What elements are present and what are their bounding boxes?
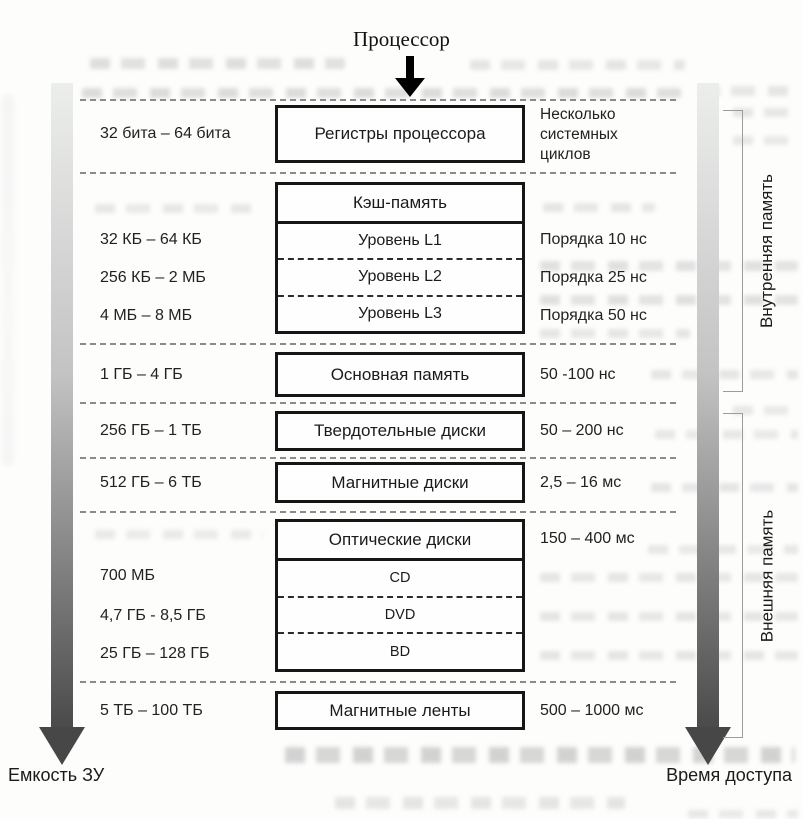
- dashed-separator: [80, 681, 676, 683]
- processor-title: Процессор: [353, 27, 450, 51]
- memory-box-ssd: Твердотельные диски: [275, 411, 525, 451]
- time-label-main-memory: 50 -100 нс: [540, 365, 616, 383]
- time-label-ssd: 50 – 200 нс: [540, 422, 624, 439]
- external-memory-label: Внешняя память: [757, 509, 777, 642]
- capacity-label-registers: 32 бита – 64 бита: [100, 125, 231, 142]
- capacity-label-hdd: 512 ГБ – 6 ТБ: [100, 473, 202, 491]
- memory-box-cache: [275, 182, 525, 334]
- memory-box-hdd: Магнитные диски: [275, 462, 525, 503]
- capacity-label-bd: 25 ГБ – 128 ГБ: [100, 644, 210, 662]
- capacity-label-tape: 5 ТБ – 100 ТБ: [100, 701, 203, 719]
- capacity-arrow-icon: [38, 83, 86, 767]
- dashed-separator: [80, 99, 676, 101]
- capacity-axis-label: Емкость ЗУ: [8, 765, 105, 785]
- dashed-separator: [80, 172, 676, 174]
- time-label-l2: Порядка 25 нс: [540, 269, 647, 286]
- time-label-registers: Несколько системных циклов: [540, 106, 618, 163]
- optical-header: Оптические диски: [278, 522, 522, 561]
- dashed-separator: [80, 457, 676, 459]
- time-label-optical: 150 – 400 мс: [540, 530, 635, 547]
- processor-arrow-icon: [391, 56, 429, 98]
- dashed-separator: [80, 511, 676, 513]
- capacity-label-ssd: 256 ГБ – 1 ТБ: [100, 422, 202, 439]
- capacity-label-l1: 32 КБ – 64 КБ: [100, 230, 202, 248]
- cache-level-l2: Уровень L2: [278, 258, 522, 294]
- capacity-label-cd: 700 МБ: [100, 567, 155, 584]
- time-axis-label: Время доступа: [666, 765, 792, 785]
- optical-level-dvd: DVD: [278, 596, 522, 633]
- cache-level-l1: Уровень L1: [358, 232, 442, 250]
- time-label-l3: Порядка 50 нс: [540, 307, 647, 324]
- dashed-separator: [80, 343, 676, 345]
- time-label-tape: 500 – 1000 мс: [540, 701, 644, 719]
- cache-header: Кэш-память: [278, 185, 522, 224]
- capacity-label-l2: 256 КБ – 2 МБ: [100, 269, 206, 286]
- external-memory-label-wrap: [744, 413, 790, 738]
- memory-box-optical: [275, 519, 525, 672]
- internal-memory-label-wrap: [744, 110, 790, 392]
- capacity-label-main-memory: 1 ГБ – 4 ГБ: [100, 365, 183, 383]
- memory-box-registers: Регистры процессора: [275, 105, 525, 163]
- capacity-label-l3: 4 МБ – 8 МБ: [100, 307, 193, 324]
- optical-level-cd: CD: [389, 570, 411, 587]
- external-memory-bracket: [723, 413, 743, 738]
- time-label-l1: Порядка 10 нс: [540, 230, 647, 248]
- capacity-label-dvd: 4,7 ГБ - 8,5 ГБ: [100, 606, 206, 624]
- optical-level-bd: BD: [278, 632, 522, 669]
- memory-box-main-memory: Основная память: [275, 352, 525, 397]
- internal-memory-bracket: [723, 110, 743, 392]
- time-label-hdd: 2,5 – 16 мс: [540, 473, 622, 491]
- internal-memory-label: Внутренняя память: [757, 173, 776, 329]
- dashed-separator: [80, 402, 676, 404]
- cache-level-l3: Уровень L3: [278, 295, 522, 331]
- memory-box-tape: Магнитные ленты: [275, 691, 525, 730]
